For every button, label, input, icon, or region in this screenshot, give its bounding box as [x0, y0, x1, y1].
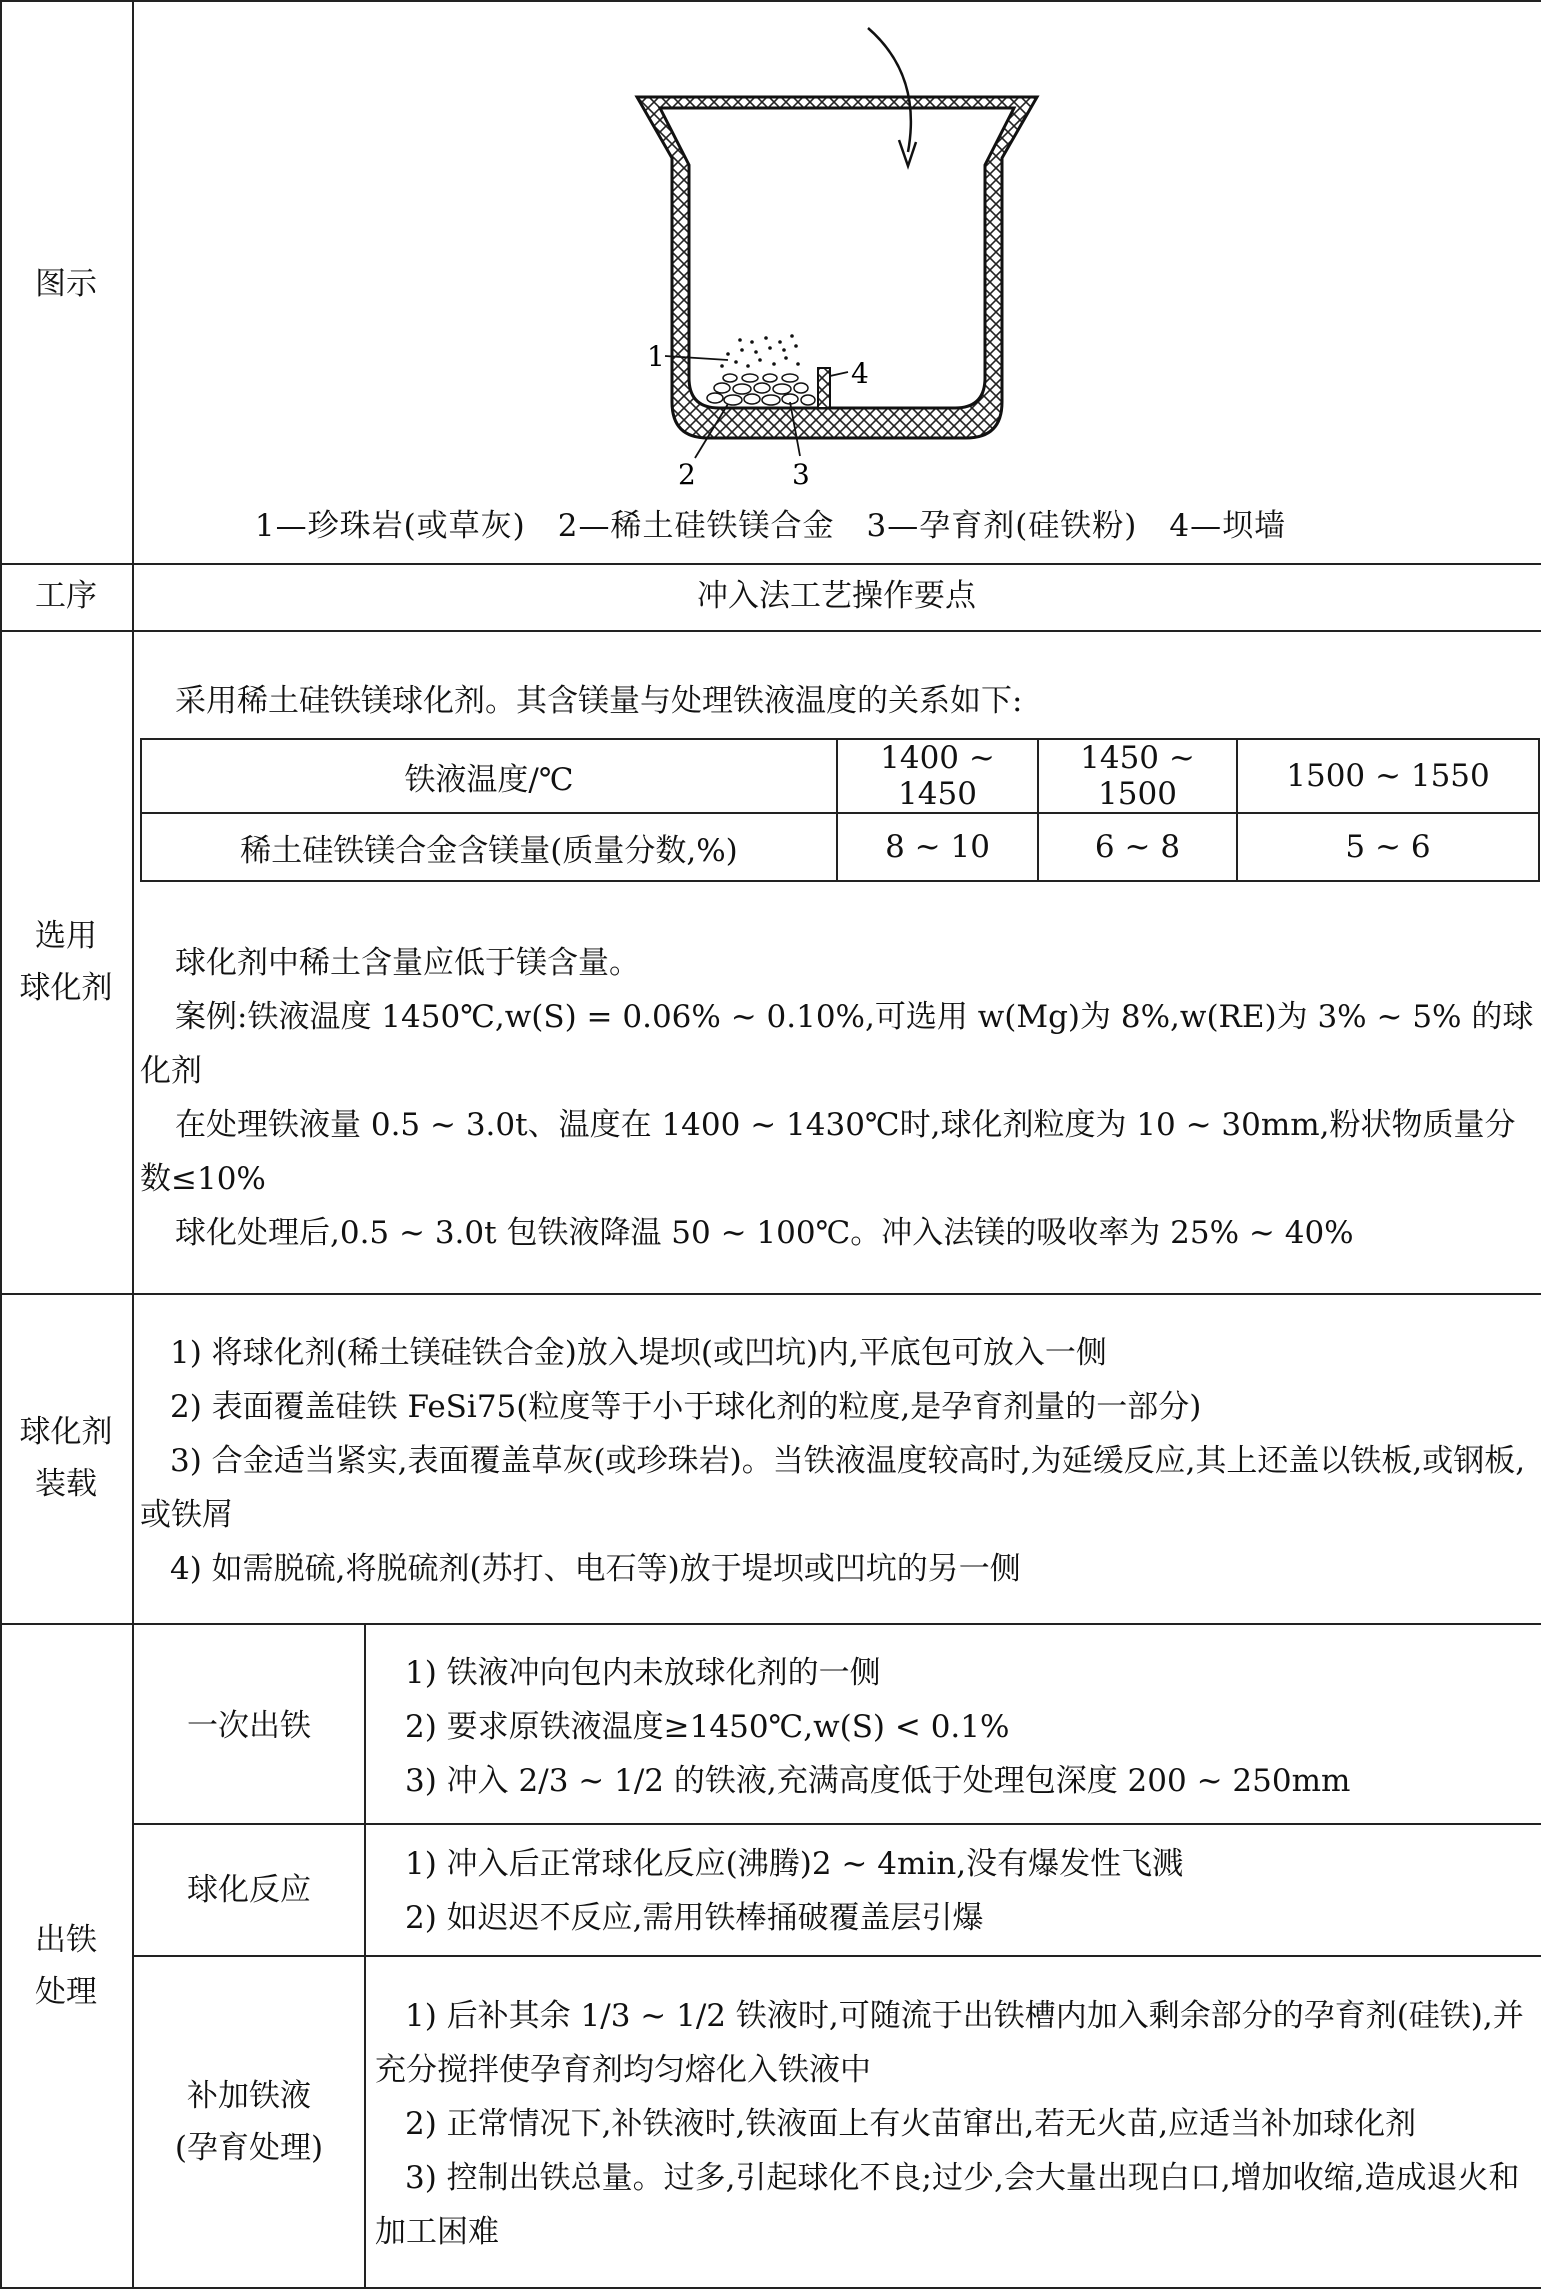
alloy-lumps — [707, 374, 815, 405]
reaction-items — [375, 1837, 1535, 1945]
add-iron-item-3: 3) 控制出铁总量。过多,引起球化不良;过少,会大量出现白口,增加收缩,造成退火和加工困难 — [375, 2160, 1520, 2250]
select-intro: 采用稀土硅铁镁球化剂。其含镁量与处理铁液温度的关系如下: — [175, 683, 1023, 719]
loading-item-3: 3) 合金适当紧实,表面覆盖草灰(或珍珠岩)。当铁液温度较高时,为延缓反应,其上还盖以铁板,或钢板,或铁屑 — [140, 1443, 1526, 1533]
loading-item-4: 4) 如需脱硫,将脱硫剂(苏打、电石等)放于堤坝或凹坑的另一侧 — [170, 1551, 1021, 1587]
add-iron-item-2: 2) 正常情况下,补铁液时,铁液面上有火苗窜出,若无火苗,应适当补加球化剂 — [405, 2106, 1417, 2142]
mg-value-3: 5 ~ 6 — [1237, 813, 1539, 881]
first-tapping-item-3: 3) 冲入 2/3 ~ 1/2 的铁液,充满高度低于处理包深度 200 ~ 250mm — [405, 1763, 1351, 1799]
add-iron-items — [375, 1989, 1535, 2259]
temp-range-2: 1450 ~ 1500 — [1038, 739, 1237, 813]
row-divider-loading — [0, 1623, 1541, 1625]
select-para-1: 球化剂中稀土含量应低于镁含量。 — [175, 945, 640, 981]
figure-row-label: 图示 — [35, 266, 97, 302]
select-para-2: 案例:铁液温度 1450℃,w(S) = 0.06% ~ 0.10%,可选用 w(Mg)为 8%,w(RE)为 3% ~ 5% 的球化剂 — [140, 999, 1534, 1089]
operation-points-title: 冲入法工艺操作要点 — [697, 578, 976, 614]
magnesium-content-table — [140, 738, 1540, 882]
select-label-line2: 球化剂 — [19, 970, 113, 1006]
leader-4 — [830, 372, 848, 376]
tapping-label — [0, 1914, 132, 2018]
sub-row-divider-2 — [132, 1955, 1541, 1957]
select-para-3: 在处理铁液量 0.5 ~ 3.0t、温度在 1400 ~ 1430℃时,球化剂粒度为 10 ~ 30mm,粉状物质量分数≤10% — [140, 1107, 1516, 1197]
select-paragraphs — [140, 936, 1535, 1260]
first-tapping-items — [375, 1646, 1535, 1808]
callout-1: 1 — [647, 340, 665, 373]
tapping-label-line2: 处理 — [35, 1974, 97, 2010]
temp-range-3: 1500 ~ 1550 — [1237, 739, 1539, 813]
row-divider-figure — [0, 563, 1541, 565]
loading-items — [140, 1326, 1535, 1596]
mg-content-label: 稀土硅铁镁合金含镁量(质量分数,%) — [141, 813, 837, 881]
first-tapping-item-1: 1) 铁液冲向包内未放球化剂的一侧 — [405, 1655, 881, 1691]
add-iron-item-1: 1) 后补其余 1/3 ~ 1/2 铁液时,可随流于出铁槽内加入剩余部分的孕育剂(硅铁),并充分搅拌使孕育剂均匀熔化入铁液中 — [375, 1998, 1524, 2088]
loading-item-2: 2) 表面覆盖硅铁 FeSi75(粒度等于小于球化剂的粒度,是孕育剂量的一部分) — [170, 1389, 1202, 1425]
temperature-header: 铁液温度/℃ — [141, 739, 837, 813]
loading-item-1: 1) 将球化剂(稀土镁硅铁合金)放入堤坝(或凹坑)内,平底包可放入一侧 — [170, 1335, 1107, 1371]
select-spheroidizer-label — [0, 910, 132, 1014]
add-iron-label — [134, 2070, 364, 2174]
temp-range-1: 1400 ~ 1450 — [837, 739, 1038, 813]
row-divider-header — [0, 630, 1541, 632]
spheroidizing-reaction-label: 球化反应 — [187, 1872, 311, 1908]
reaction-item-1: 1) 冲入后正常球化反应(沸腾)2 ~ 4min,没有爆发性飞溅 — [405, 1846, 1184, 1882]
row-divider-select — [0, 1293, 1541, 1295]
pour-arrow — [868, 28, 911, 152]
reaction-item-2: 2) 如迟迟不反应,需用铁棒捅破覆盖层引爆 — [405, 1900, 984, 1936]
ladle-wall — [637, 97, 1037, 438]
callout-3: 3 — [792, 458, 810, 491]
select-label-line1: 选用 — [35, 918, 97, 954]
tapping-label-line1: 出铁 — [35, 1922, 97, 1958]
dam-wall — [818, 368, 830, 408]
ladle-diagram — [0, 0, 1541, 500]
callout-2: 2 — [678, 458, 696, 491]
first-tapping-label: 一次出铁 — [187, 1708, 311, 1744]
table-row — [141, 813, 1539, 881]
mg-value-2: 6 ~ 8 — [1038, 813, 1237, 881]
perlite-dots — [720, 334, 800, 368]
first-tapping-item-2: 2) 要求原铁液温度≥1450℃,w(S) < 0.1% — [405, 1709, 1010, 1745]
process-column-label: 工序 — [35, 578, 97, 614]
sub-row-divider-1 — [132, 1823, 1541, 1825]
mg-value-1: 8 ~ 10 — [837, 813, 1038, 881]
loading-label-line2: 装载 — [35, 1466, 97, 1502]
callout-4: 4 — [851, 357, 869, 390]
add-iron-label-line2: (孕育处理) — [174, 2130, 324, 2166]
loading-label — [0, 1406, 132, 1510]
add-iron-label-line1: 补加铁液 — [187, 2078, 311, 2114]
loading-label-line1: 球化剂 — [19, 1414, 113, 1450]
select-para-4: 球化处理后,0.5 ~ 3.0t 包铁液降温 50 ~ 100℃。冲入法镁的吸收率为 25% ~ 40% — [175, 1215, 1354, 1251]
table-row — [141, 739, 1539, 813]
figure-caption: 1—珍珠岩(或草灰) 2—稀土硅铁镁合金 3—孕育剂(硅铁粉) 4—坝墙 — [254, 508, 1287, 544]
arrow-head-icon — [899, 140, 916, 166]
